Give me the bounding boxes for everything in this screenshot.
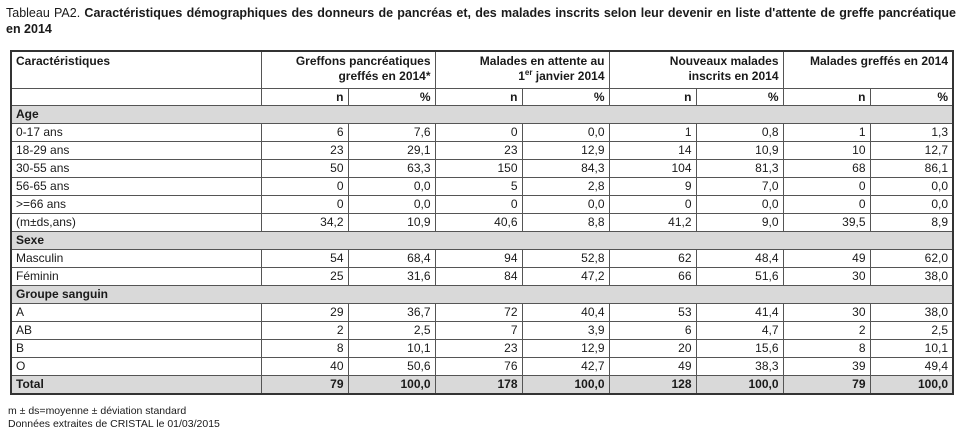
table-cell: 31,6	[348, 268, 435, 286]
table-cell: 72	[435, 304, 522, 322]
total-cell: 100,0	[696, 376, 783, 395]
header-group-1: Greffons pancréatiques greffés en 2014*	[261, 51, 435, 89]
table-title	[6, 5, 956, 37]
section-row	[11, 286, 953, 304]
table-cell: 9,0	[696, 214, 783, 232]
table-cell: 23	[261, 142, 348, 160]
table-cell: 0	[261, 178, 348, 196]
table-cell: 0,8	[696, 124, 783, 142]
total-cell: 100,0	[348, 376, 435, 395]
table-cell: 1	[783, 124, 870, 142]
table-cell: 39	[783, 358, 870, 376]
table-cell: 10,1	[870, 340, 953, 358]
table-cell: 0,0	[522, 124, 609, 142]
table-cell: 81,3	[696, 160, 783, 178]
table-cell: 48,4	[696, 250, 783, 268]
table-cell: 63,3	[348, 160, 435, 178]
table-cell: 104	[609, 160, 696, 178]
table-row	[11, 160, 953, 178]
table-row	[11, 196, 953, 214]
table-cell: 66	[609, 268, 696, 286]
table-cell: 0,0	[348, 196, 435, 214]
row-label: >=66 ans	[11, 196, 261, 214]
table-cell: 25	[261, 268, 348, 286]
row-label: B	[11, 340, 261, 358]
table-row	[11, 142, 953, 160]
subheader-cell: n	[609, 89, 696, 106]
subheader-cell: %	[870, 89, 953, 106]
total-cell: 100,0	[870, 376, 953, 395]
row-label: 18-29 ans	[11, 142, 261, 160]
table-row	[11, 214, 953, 232]
table-cell: 23	[435, 340, 522, 358]
table-title-text: Caractéristiques démographiques des donneurs de pancréas et, des malades inscrits selon leur devenir en liste d'attente de greffe pancréatique en 2014	[6, 6, 956, 36]
table-row	[11, 124, 953, 142]
table-cell: 10	[783, 142, 870, 160]
footnotes	[8, 405, 220, 431]
table-cell: 0,0	[522, 196, 609, 214]
subheader-cell: n	[261, 89, 348, 106]
table-cell: 8	[783, 340, 870, 358]
subheader-cell: %	[522, 89, 609, 106]
subheader-empty	[11, 89, 261, 106]
table-cell: 53	[609, 304, 696, 322]
subheader-row	[11, 89, 953, 106]
table-cell: 2	[261, 322, 348, 340]
table-cell: 50,6	[348, 358, 435, 376]
table-cell: 76	[435, 358, 522, 376]
table-cell: 49,4	[870, 358, 953, 376]
table-cell: 38,0	[870, 268, 953, 286]
header-characteristics: Caractéristiques	[11, 51, 261, 89]
table-cell: 23	[435, 142, 522, 160]
table-cell: 49	[783, 250, 870, 268]
table-cell: 84	[435, 268, 522, 286]
table-cell: 0	[261, 196, 348, 214]
subheader-cell: %	[348, 89, 435, 106]
total-cell: 100,0	[522, 376, 609, 395]
table-cell: 0	[435, 196, 522, 214]
table-cell: 29	[261, 304, 348, 322]
table-cell: 30	[783, 268, 870, 286]
section-row	[11, 106, 953, 124]
table-cell: 0,0	[870, 178, 953, 196]
table-cell: 15,6	[696, 340, 783, 358]
table-cell: 1,3	[870, 124, 953, 142]
table-cell: 0,0	[696, 196, 783, 214]
table-cell: 29,1	[348, 142, 435, 160]
table-cell: 0	[783, 196, 870, 214]
row-label: 30-55 ans	[11, 160, 261, 178]
table-cell: 51,6	[696, 268, 783, 286]
table-cell: 68,4	[348, 250, 435, 268]
footnote-legend: m ± ds=moyenne ± déviation standard	[8, 405, 187, 417]
table-cell: 84,3	[522, 160, 609, 178]
table-cell: 20	[609, 340, 696, 358]
table-cell: 38,0	[870, 304, 953, 322]
table-label: Tableau PA2.	[6, 6, 81, 20]
table-cell: 40,4	[522, 304, 609, 322]
table-cell: 0	[783, 178, 870, 196]
data-table	[10, 50, 954, 395]
table-cell: 8	[261, 340, 348, 358]
table-cell: 40	[261, 358, 348, 376]
total-label: Total	[11, 376, 261, 395]
table-cell: 2,5	[348, 322, 435, 340]
row-label: (m±ds,ans)	[11, 214, 261, 232]
table-cell: 2	[783, 322, 870, 340]
table-cell: 10,9	[696, 142, 783, 160]
table-cell: 42,7	[522, 358, 609, 376]
table-cell: 2,5	[870, 322, 953, 340]
table-cell: 68	[783, 160, 870, 178]
header-group-2: Malades en attente au 1er janvier 2014	[435, 51, 609, 89]
table-cell: 62	[609, 250, 696, 268]
table-cell: 6	[261, 124, 348, 142]
row-label: 56-65 ans	[11, 178, 261, 196]
header-group-4: Malades greffés en 2014	[783, 51, 953, 89]
table-cell: 10,9	[348, 214, 435, 232]
table-cell: 7,6	[348, 124, 435, 142]
table-row	[11, 358, 953, 376]
table-cell: 34,2	[261, 214, 348, 232]
row-label: Masculin	[11, 250, 261, 268]
table-cell: 4,7	[696, 322, 783, 340]
table-cell: 8,9	[870, 214, 953, 232]
row-label: 0-17 ans	[11, 124, 261, 142]
subheader-cell: n	[783, 89, 870, 106]
table-cell: 0,0	[348, 178, 435, 196]
subheader-cell: n	[435, 89, 522, 106]
table-cell: 150	[435, 160, 522, 178]
table-cell: 2,8	[522, 178, 609, 196]
table-cell: 0,0	[870, 196, 953, 214]
table-cell: 7,0	[696, 178, 783, 196]
table-row	[11, 322, 953, 340]
table-cell: 47,2	[522, 268, 609, 286]
table-cell: 94	[435, 250, 522, 268]
table-cell: 10,1	[348, 340, 435, 358]
table-cell: 41,4	[696, 304, 783, 322]
table-body	[11, 106, 953, 395]
table-row	[11, 178, 953, 196]
table-cell: 12,7	[870, 142, 953, 160]
header-group-3: Nouveaux malades inscrits en 2014	[609, 51, 783, 89]
row-label: Féminin	[11, 268, 261, 286]
section-row	[11, 232, 953, 250]
table-cell: 5	[435, 178, 522, 196]
table-cell: 54	[261, 250, 348, 268]
row-label: O	[11, 358, 261, 376]
table-cell: 14	[609, 142, 696, 160]
footnote-source: Données extraites de CRISTAL le 01/03/2015	[8, 418, 220, 430]
row-label: AB	[11, 322, 261, 340]
table-cell: 52,8	[522, 250, 609, 268]
table-row	[11, 268, 953, 286]
table-row	[11, 304, 953, 322]
table-cell: 39,5	[783, 214, 870, 232]
section-title: Groupe sanguin	[11, 286, 953, 304]
section-title: Age	[11, 106, 953, 124]
total-cell: 128	[609, 376, 696, 395]
table-cell: 6	[609, 322, 696, 340]
table-cell: 30	[783, 304, 870, 322]
table-cell: 49	[609, 358, 696, 376]
total-cell: 79	[261, 376, 348, 395]
table-cell: 1	[609, 124, 696, 142]
table-cell: 62,0	[870, 250, 953, 268]
table-cell: 40,6	[435, 214, 522, 232]
table-row	[11, 250, 953, 268]
table-cell: 3,9	[522, 322, 609, 340]
total-cell: 178	[435, 376, 522, 395]
table-cell: 41,2	[609, 214, 696, 232]
table-cell: 0	[435, 124, 522, 142]
table-cell: 9	[609, 178, 696, 196]
table-cell: 0	[609, 196, 696, 214]
total-row	[11, 376, 953, 395]
table-cell: 50	[261, 160, 348, 178]
section-title: Sexe	[11, 232, 953, 250]
table-cell: 36,7	[348, 304, 435, 322]
table-row	[11, 340, 953, 358]
table-cell: 7	[435, 322, 522, 340]
table-cell: 86,1	[870, 160, 953, 178]
subheader-cell: %	[696, 89, 783, 106]
table-cell: 8,8	[522, 214, 609, 232]
table-cell: 12,9	[522, 340, 609, 358]
table-cell: 38,3	[696, 358, 783, 376]
table-cell: 12,9	[522, 142, 609, 160]
total-cell: 79	[783, 376, 870, 395]
row-label: A	[11, 304, 261, 322]
